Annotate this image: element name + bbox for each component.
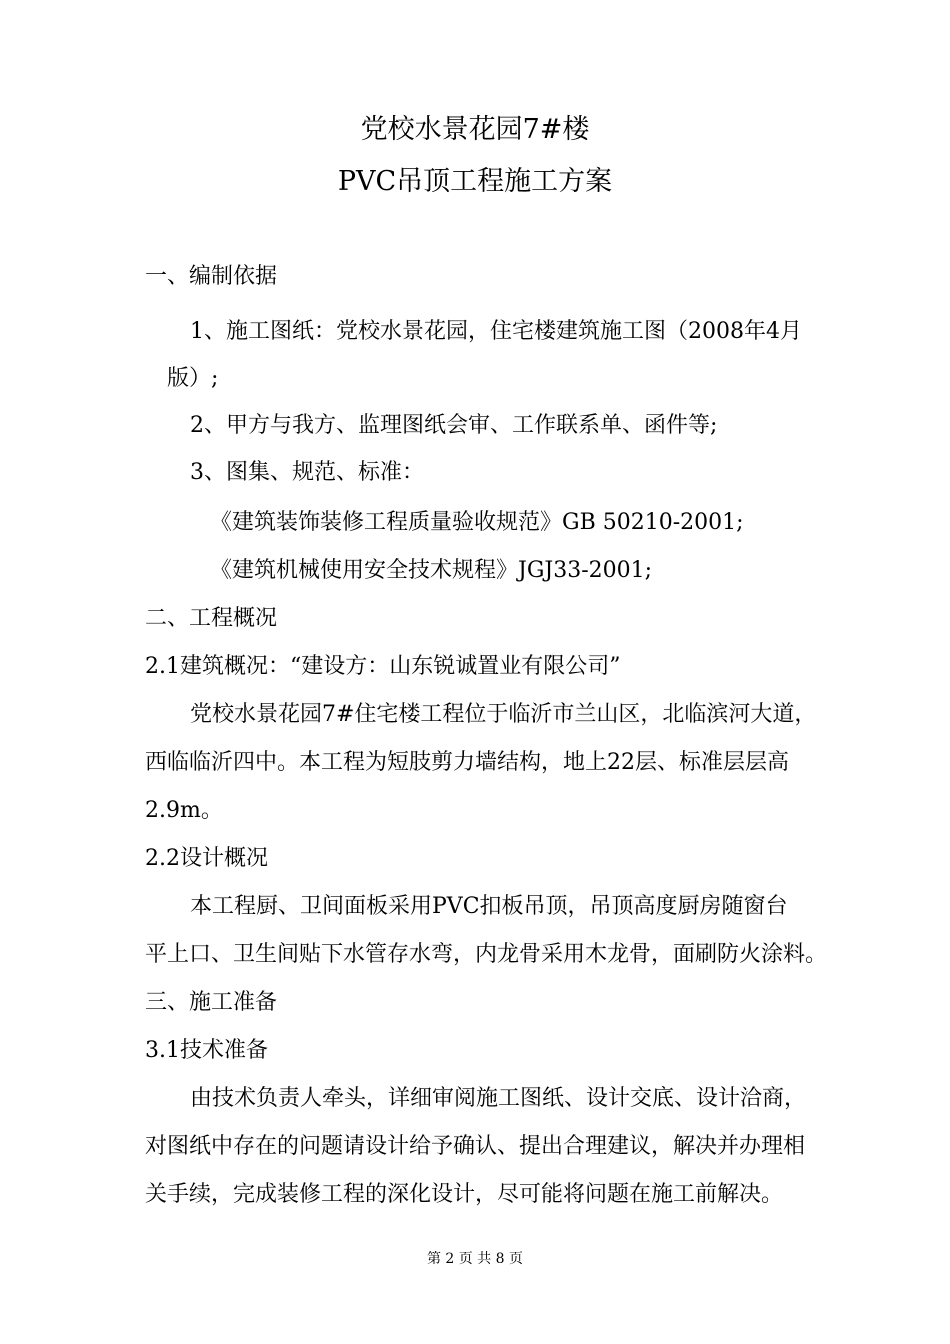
section2-1-paragraph-line2: 西临临沂四中。本工程为短肢剪力墙结构，地上22层、标准层层高 — [145, 750, 789, 775]
section1-standard1: 《建筑装饰装修工程质量验收规范》GB 50210-2001; — [210, 510, 744, 535]
section1-heading: 一、编制依据 — [145, 264, 278, 289]
section3-heading: 三、施工准备 — [145, 990, 278, 1015]
section3-1-paragraph-line2: 对图纸中存在的问题请设计给予确认、提出合理建议，解决并办理相 — [145, 1134, 806, 1159]
section3-1-heading: 3.1技术准备 — [145, 1038, 268, 1063]
section3-1-paragraph-line1: 由技术负责人牵头，详细审阅施工图纸、设计交底、设计洽商， — [190, 1086, 807, 1111]
section2-2-paragraph-line2: 平上口、卫生间贴下水管存水弯，内龙骨采用木龙骨，面刷防火涂料。 — [145, 942, 828, 967]
section1-item2: 2、甲方与我方、监理图纸会审、工作联系单、函件等; — [190, 413, 718, 438]
page-number-footer: 第 2 页 共 8 页 — [426, 1251, 524, 1267]
document-title-line1: 党校水景花园7#楼 — [360, 114, 590, 145]
section2-2-heading: 2.2设计概况 — [145, 846, 268, 871]
section2-2-paragraph-line1: 本工程厨、卫间面板采用PVC扣板吊顶，吊顶高度厨房随窗台 — [190, 894, 788, 919]
section2-1-heading: 2.1建筑概况：“建设方：山东锐诚置业有限公司” — [145, 654, 621, 679]
section1-standard2: 《建筑机械使用安全技术规程》JGJ33-2001; — [210, 558, 653, 583]
section2-1-paragraph-line1: 党校水景花园7#住宅楼工程位于临沂市兰山区，北临滨河大道， — [190, 702, 817, 727]
document-title-line2: PVC吊顶工程施工方案 — [337, 166, 613, 197]
section3-1-paragraph-line3: 关手续，完成装修工程的深化设计，尽可能将问题在施工前解决。 — [145, 1182, 784, 1207]
section1-item1-line1: 1、施工图纸：党校水景花园，住宅楼建筑施工图（2008年4月 — [190, 319, 802, 344]
section2-1-paragraph-line3: 2.9m。 — [145, 798, 223, 823]
section1-item3: 3、图集、规范、标准： — [190, 460, 424, 485]
section2-heading: 二、工程概况 — [145, 606, 278, 631]
section1-item1-line2: 版）; — [167, 366, 219, 391]
